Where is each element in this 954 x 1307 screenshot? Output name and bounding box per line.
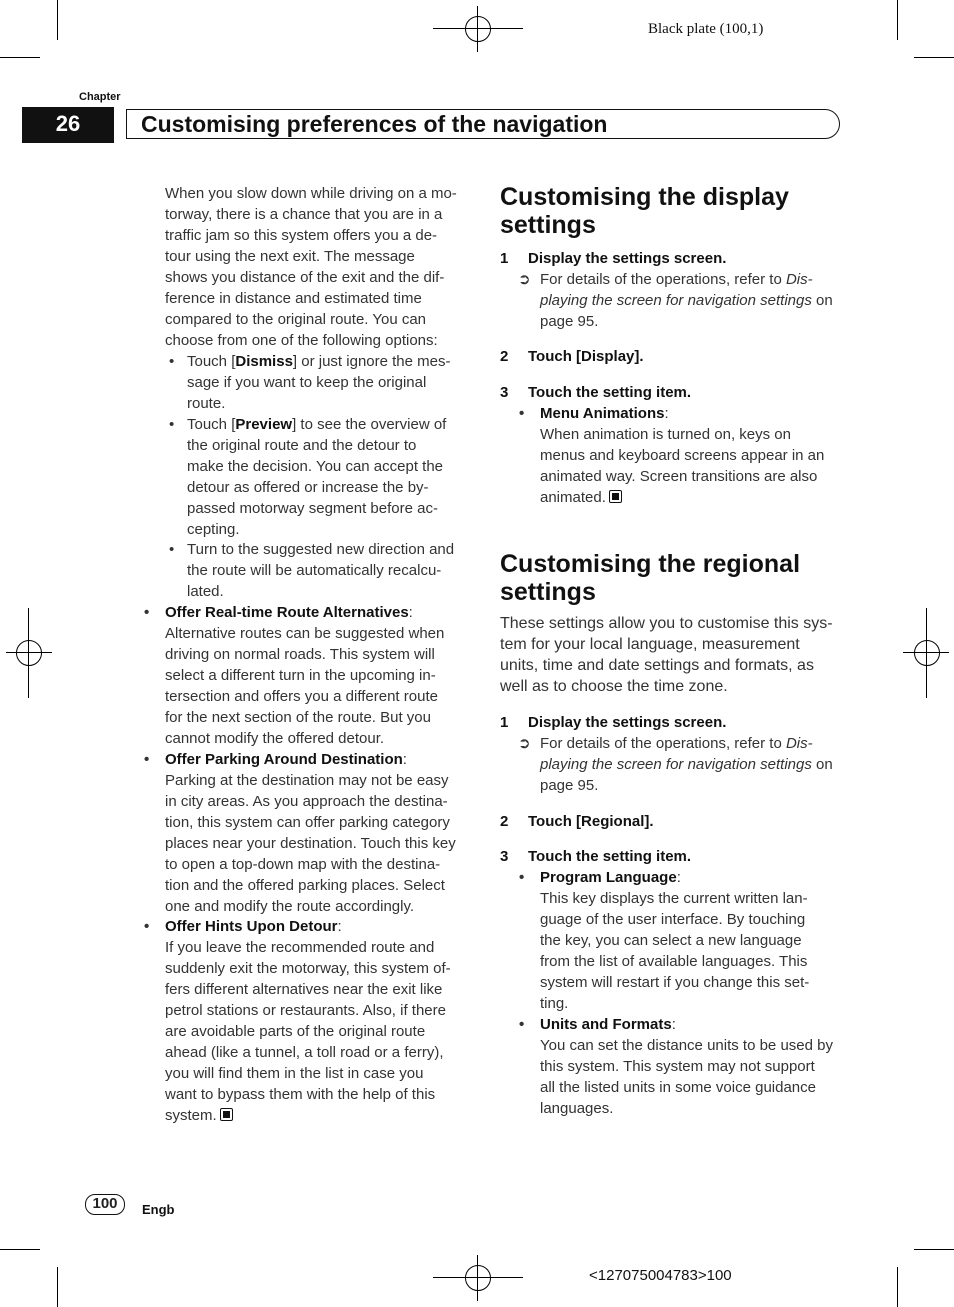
chapter-title: Customising preferences of the navigation: [126, 109, 840, 139]
crop-mark: [897, 1267, 898, 1307]
step-label: Touch the setting item.: [528, 384, 692, 401]
step-label: Display the settings screen.: [528, 714, 727, 731]
section-heading-regional: Customising the regional settings: [500, 550, 801, 606]
crop-mark: [57, 1267, 58, 1307]
step-label: Display the settings screen.: [528, 250, 727, 267]
bullet-dot: •: [169, 353, 175, 370]
regional-intro: These settings allow you to customise this sys- tem for your local language, measurement units, time and date settings and formats, as well as to choose the time zone.: [500, 615, 833, 695]
document-code: <127075004783>100: [589, 1267, 732, 1284]
bullet-dot: •: [519, 869, 525, 886]
crop-mark: [0, 57, 40, 58]
step-label: Touch [Regional].: [528, 813, 654, 830]
bullet-dot: •: [519, 405, 525, 422]
bullet-dot: •: [519, 1016, 525, 1033]
chapter-number: 26: [22, 107, 114, 143]
crop-mark: [914, 1249, 954, 1250]
step-number: 1: [500, 250, 509, 267]
setting-item-route-alternatives: Offer Real-time Route Alternatives: Alternative routes can be suggested when driving on normal roads. This system will select a different turn in the upcoming in- tersection and offers you a different route for the next section of the route. But you cannot modify the offered detour.: [165, 604, 445, 747]
step-number: 3: [500, 384, 509, 401]
step-number: 2: [500, 813, 509, 830]
crop-mark: [57, 0, 58, 40]
chapter-label: Chapter: [79, 91, 121, 103]
bullet-dot: •: [144, 604, 150, 621]
crop-mark: [897, 0, 898, 40]
bullet-dot: •: [169, 416, 175, 433]
language-label: Engb: [142, 1202, 175, 1217]
reference-arrow-icon: ➲: [518, 271, 531, 288]
crop-mark: [914, 57, 954, 58]
step-number: 2: [500, 348, 509, 365]
plate-label: Black plate (100,1): [648, 21, 764, 37]
setting-item-units-formats: Units and Formats: You can set the distance units to be used by this system. This system may not support all the listed units in some voice guidance languages.: [540, 1016, 833, 1117]
bullet-dot: •: [169, 541, 175, 558]
bullet-dot: •: [144, 751, 150, 768]
reference-arrow-icon: ➲: [518, 735, 531, 752]
setting-item-parking: Offer Parking Around Destination: Parking at the destination may not be easy in city areas. As you approach the destina- tion, this system can offer parking category places near your destination. Touch this key to open a top-down map with the destina- tion and the offered parking places. Select one and modify the route accordingly.: [165, 751, 456, 915]
list-item: Touch [Dismiss] or just ignore the mes- sage if you want to keep the original route.: [187, 353, 451, 412]
page-number: 100: [85, 1194, 125, 1215]
list-item: Touch [Preview] to see the overview of the original route and the detour to make the decision. You can accept the detour as offered or increase the by- passed motorway segment before ac- cepting.: [187, 416, 447, 538]
step-number: 1: [500, 714, 509, 731]
reference-note: For details of the operations, refer to Dis- playing the screen for navigation settings on page 95.: [540, 271, 833, 330]
end-of-section-icon: [220, 1108, 233, 1121]
setting-item-program-language: Program Language: This key displays the current written lan- guage of the user interface. By touching the key, you can select a new language from the list of available languages. This system will restart if you change this set- ting.: [540, 869, 810, 1012]
reference-note: For details of the operations, refer to Dis- playing the screen for navigation settings on page 95.: [540, 735, 833, 794]
setting-item-menu-animations: Menu Animations: When animation is turned on, keys on menus and keyboard screens appear in an animated way. Screen transitions are also animated.: [540, 405, 825, 506]
step-label: Touch the setting item.: [528, 848, 692, 865]
bullet-dot: •: [144, 918, 150, 935]
step-number: 3: [500, 848, 509, 865]
section-heading-display: Customising the display settings: [500, 183, 789, 239]
list-item: Turn to the suggested new direction and the route will be automatically recalcu- lated.: [187, 541, 455, 600]
crop-mark: [0, 1249, 40, 1250]
setting-item-hints: Offer Hints Upon Detour: If you leave the recommended route and suddenly exit the motorway, this system of- fers different alternatives near the exit like petrol stations or restaurants. Also, if there are avoidable parts of the original route ahead (like a tunnel, a toll road or a ferry), you will find them in the list in case you want to bypass them with the help of this system.: [165, 918, 451, 1124]
detour-intro: When you slow down while driving on a mo- torway, there is a chance that you are in a traffic jam so this system offers you a de- tour using the next exit. The message shows you distance of the exit and the dif- ference in distance and estimated time compared to the original route. You can choose from one of the following options:: [165, 185, 457, 349]
step-label: Touch [Display].: [528, 348, 644, 365]
end-of-section-icon: [609, 490, 622, 503]
